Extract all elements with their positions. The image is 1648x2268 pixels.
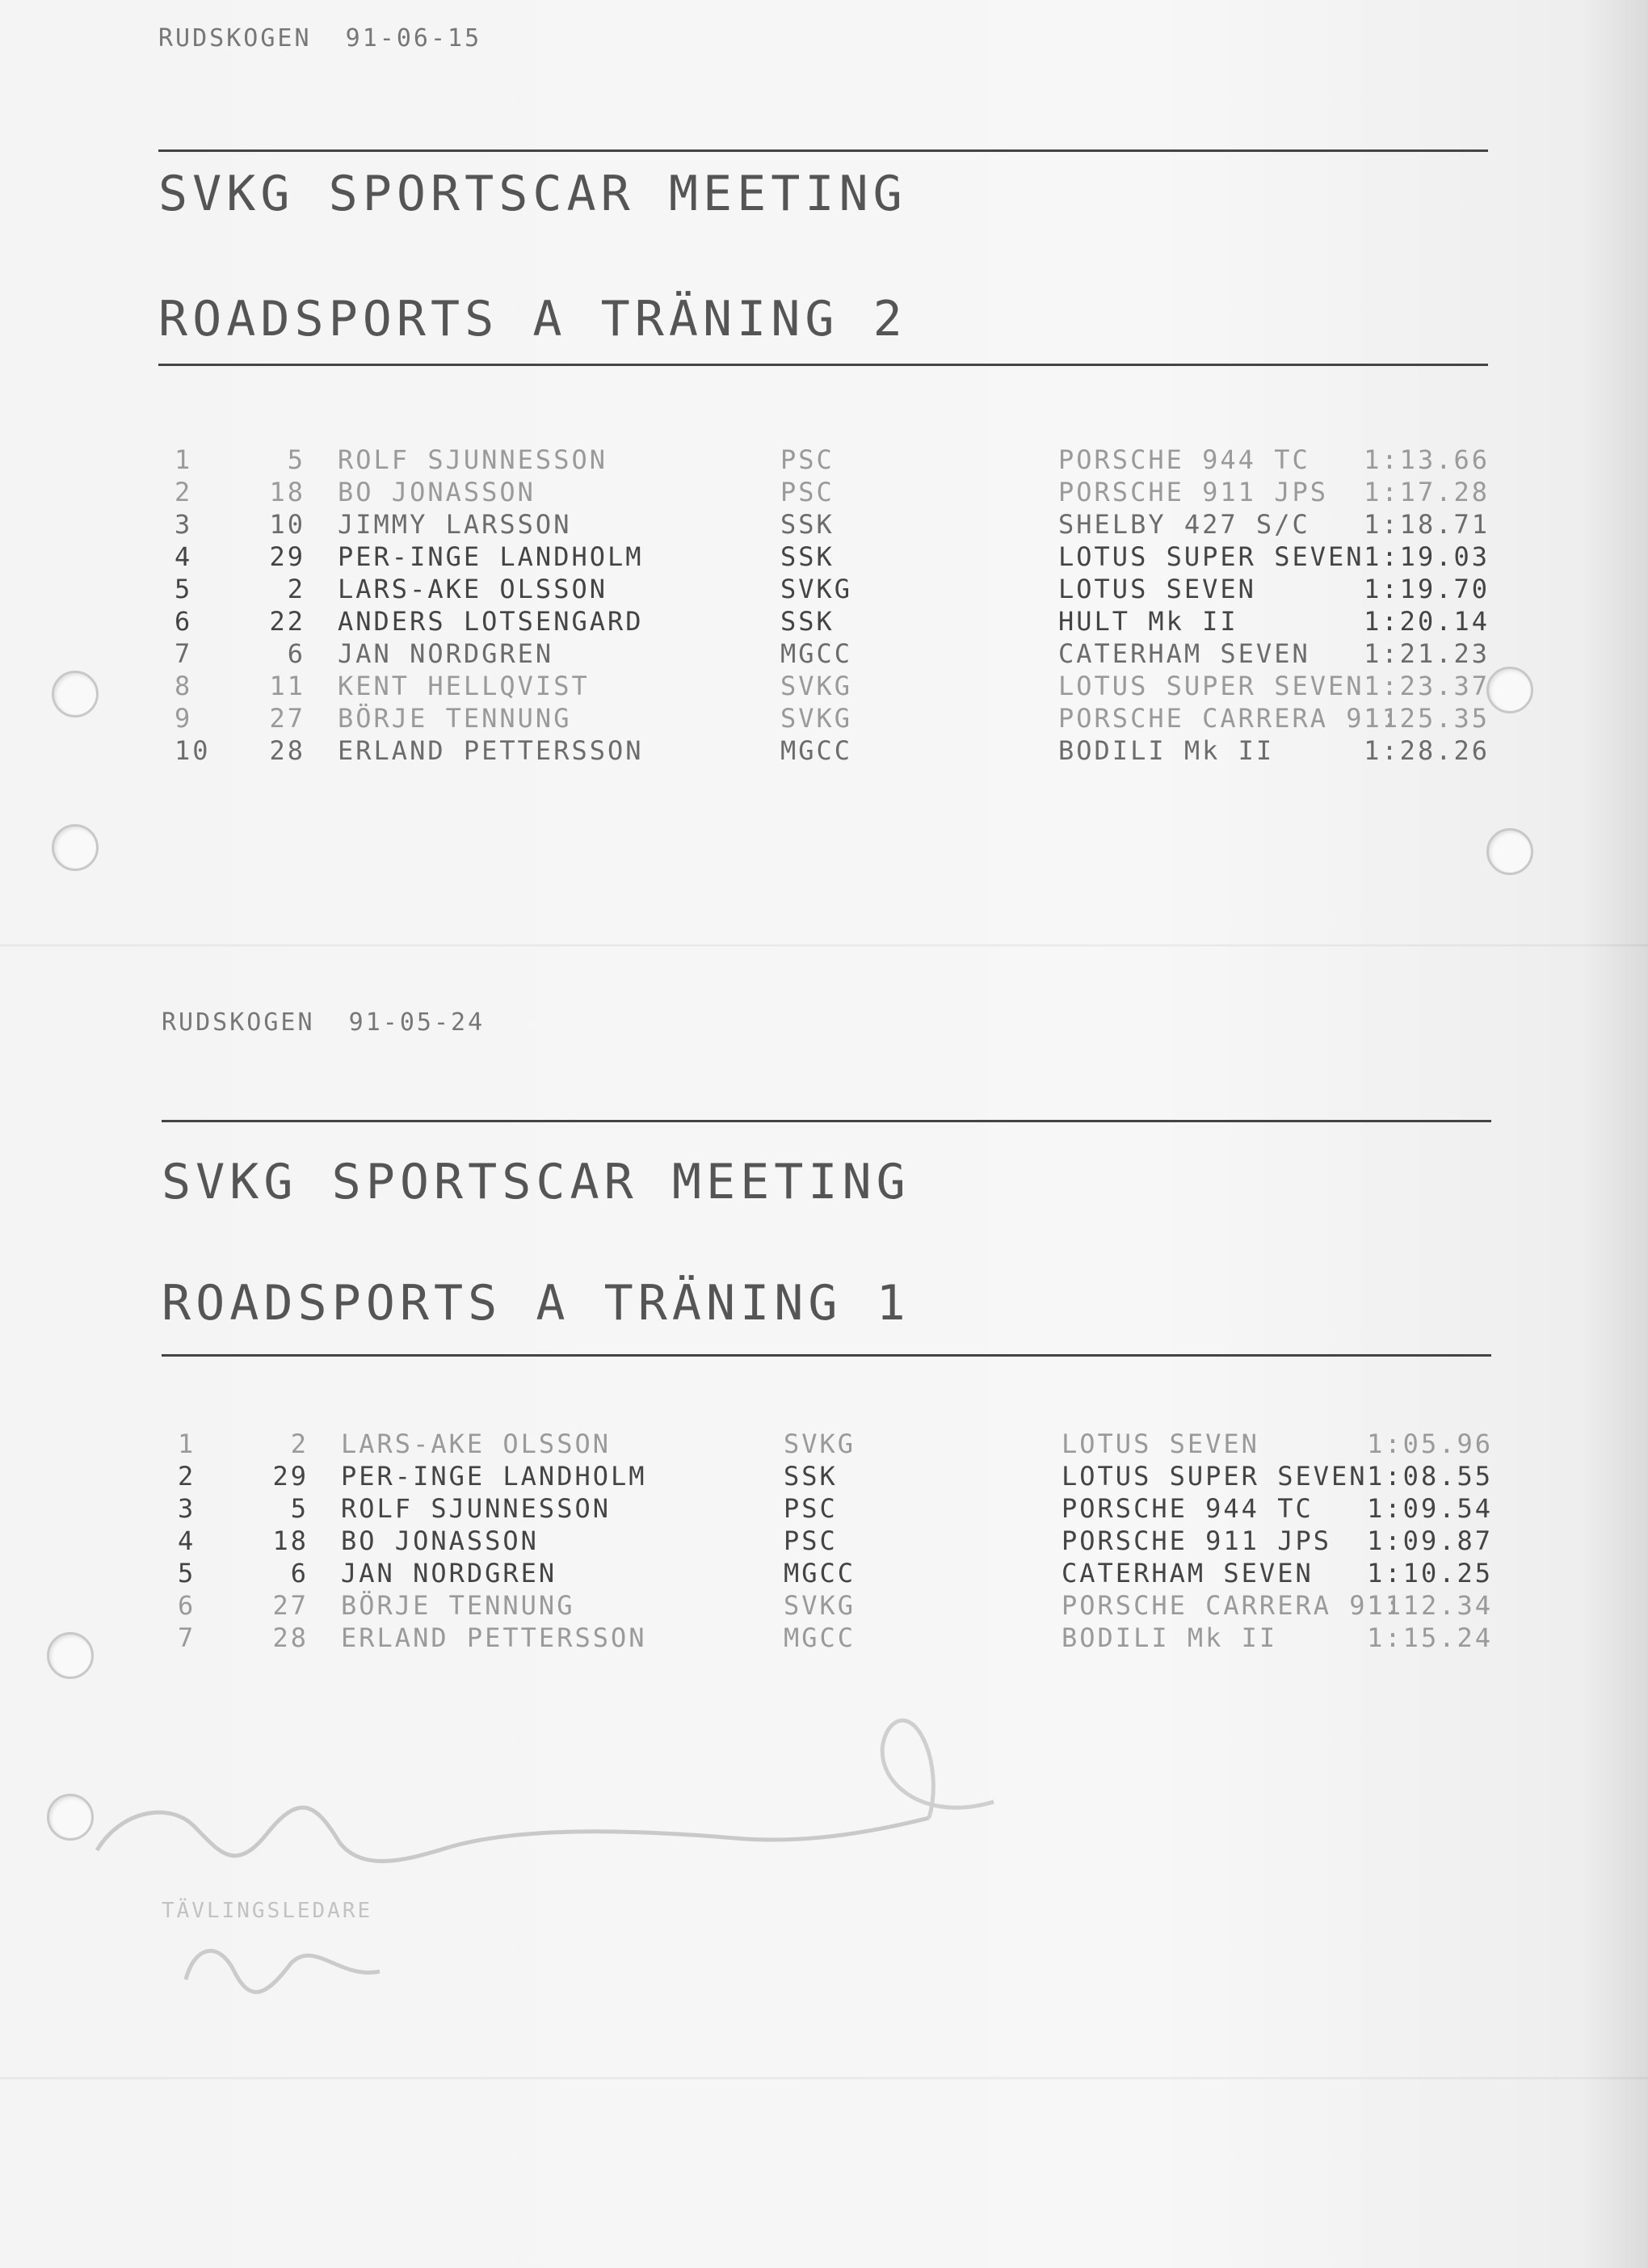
driver-name: BÖRJE TENNUNG [341, 1590, 575, 1621]
car-number: 29 [272, 1461, 309, 1492]
car-number: 18 [272, 1525, 309, 1556]
header-rule [158, 364, 1488, 366]
car-number: 22 [269, 606, 305, 637]
position: 5 [174, 574, 193, 604]
position: 4 [174, 541, 193, 572]
driver-name: JAN NORDGREN [338, 638, 554, 669]
table-row [162, 1493, 1503, 1525]
club: PSC [784, 1525, 838, 1556]
position: 7 [174, 638, 193, 669]
club: SSK [784, 1461, 838, 1492]
car-model: LOTUS SEVEN [1062, 1429, 1259, 1459]
car-model: LOTUS SUPER SEVEN [1058, 671, 1364, 701]
lap-time: 1:23.37 [1364, 671, 1490, 701]
club: MGCC [780, 735, 853, 766]
signature-area [73, 1664, 1284, 2004]
car-number: 27 [269, 703, 305, 734]
car-model: LOTUS SUPER SEVEN [1062, 1461, 1368, 1492]
table-row [162, 1558, 1503, 1590]
table-row [158, 509, 1499, 541]
driver-name: ERLAND PETTERSSON [341, 1622, 647, 1653]
driver-name: ROLF SJUNNESSON [341, 1493, 611, 1524]
driver-name: LARS-AKE OLSSON [338, 574, 607, 604]
club: MGCC [780, 638, 853, 669]
driver-name: JIMMY LARSSON [338, 509, 572, 540]
car-number: 11 [269, 671, 305, 701]
position: 4 [178, 1525, 196, 1556]
session-title: ROADSPORTS A TRÄNING 1 [162, 1275, 910, 1332]
lap-time: 1:09.54 [1367, 1493, 1493, 1524]
header-rule [158, 149, 1488, 152]
table-row [158, 671, 1499, 703]
car-number: 18 [269, 477, 305, 507]
signature-label: TÄVLINGSLEDARE [162, 1899, 373, 1923]
lap-time: 1:09.87 [1367, 1525, 1493, 1556]
car-model: PORSCHE 944 TC [1062, 1493, 1314, 1524]
car-model: BODILI Mk II [1062, 1622, 1278, 1653]
table-row [158, 638, 1499, 671]
header-rule [162, 1354, 1491, 1357]
driver-name: JAN NORDGREN [341, 1558, 557, 1588]
session-title: ROADSPORTS A TRÄNING 2 [158, 291, 907, 347]
driver-name: ROLF SJUNNESSON [338, 444, 607, 475]
club: PSC [780, 444, 835, 475]
position: 9 [174, 703, 193, 734]
car-model: LOTUS SUPER SEVEN [1058, 541, 1364, 572]
table-row [158, 735, 1499, 768]
table-row [158, 541, 1499, 574]
driver-name: ANDERS LOTSENGARD [338, 606, 644, 637]
table-row [162, 1590, 1503, 1622]
club: SVKG [780, 671, 853, 701]
lap-time: 1:10.25 [1367, 1558, 1493, 1588]
club: MGCC [784, 1558, 856, 1588]
car-number: 10 [269, 509, 305, 540]
car-model: SHELBY 427 S/C [1058, 509, 1310, 540]
driver-name: PER-INGE LANDHOLM [338, 541, 644, 572]
header-rule [162, 1120, 1491, 1122]
lap-time: 1:19.03 [1364, 541, 1490, 572]
results-table [158, 444, 1499, 768]
lap-time: 1:25.35 [1364, 703, 1490, 734]
car-model: PORSCHE 944 TC [1058, 444, 1310, 475]
car-number: 27 [272, 1590, 309, 1621]
club: SVKG [780, 703, 853, 734]
event-title: SVKG SPORTSCAR MEETING [158, 166, 907, 222]
club: SVKG [784, 1429, 856, 1459]
position: 3 [178, 1493, 196, 1524]
lap-time: 1:17.28 [1364, 477, 1490, 507]
car-number: 5 [287, 444, 305, 475]
car-number: 28 [269, 735, 305, 766]
table-row [162, 1429, 1503, 1461]
club: MGCC [784, 1622, 856, 1653]
driver-name: PER-INGE LANDHOLM [341, 1461, 647, 1492]
car-number: 2 [290, 1429, 309, 1459]
car-number: 5 [290, 1493, 309, 1524]
driver-name: ERLAND PETTERSSON [338, 735, 644, 766]
car-model: PORSCHE CARRERA 911 [1058, 703, 1401, 734]
lap-time: 1:20.14 [1364, 606, 1490, 637]
car-number: 2 [287, 574, 305, 604]
lap-time: 1:08.55 [1367, 1461, 1493, 1492]
results-table [162, 1429, 1503, 1655]
club: PSC [784, 1493, 838, 1524]
lap-time: 1:13.66 [1364, 444, 1490, 475]
position: 5 [178, 1558, 196, 1588]
car-model: PORSCHE 911 JPS [1062, 1525, 1331, 1556]
position: 1 [174, 444, 193, 475]
club: SVKG [780, 574, 853, 604]
punch-hole [1486, 828, 1533, 875]
table-row [162, 1525, 1503, 1558]
position: 3 [174, 509, 193, 540]
driver-name: BÖRJE TENNUNG [338, 703, 572, 734]
car-model: PORSCHE 911 JPS [1058, 477, 1328, 507]
punch-hole [52, 671, 99, 717]
position: 1 [178, 1429, 196, 1459]
position: 6 [178, 1590, 196, 1621]
club: SSK [780, 541, 835, 572]
lap-time: 1:15.24 [1367, 1622, 1493, 1653]
table-row [162, 1622, 1503, 1655]
car-model: CATERHAM SEVEN [1062, 1558, 1314, 1588]
position: 7 [178, 1622, 196, 1653]
position: 8 [174, 671, 193, 701]
table-row [158, 703, 1499, 735]
position: 6 [174, 606, 193, 637]
position: 10 [174, 735, 211, 766]
car-model: CATERHAM SEVEN [1058, 638, 1310, 669]
car-model: LOTUS SEVEN [1058, 574, 1256, 604]
car-number: 28 [272, 1622, 309, 1653]
venue-date: RUDSKOGEN 91-06-15 [158, 24, 482, 53]
lap-time: 1:12.34 [1367, 1590, 1493, 1621]
lap-time: 1:18.71 [1364, 509, 1490, 540]
driver-name: BO JONASSON [338, 477, 536, 507]
driver-name: BO JONASSON [341, 1525, 539, 1556]
handwritten-signatures [73, 1664, 1284, 2004]
punch-hole [52, 824, 99, 871]
car-number: 29 [269, 541, 305, 572]
position: 2 [174, 477, 193, 507]
lap-time: 1:19.70 [1364, 574, 1490, 604]
table-row [162, 1461, 1503, 1493]
car-model: HULT Mk II [1058, 606, 1238, 637]
table-row [158, 444, 1499, 477]
lap-time: 1:28.26 [1364, 735, 1490, 766]
position: 2 [178, 1461, 196, 1492]
club: SSK [780, 509, 835, 540]
club: SSK [780, 606, 835, 637]
venue-date: RUDSKOGEN 91-05-24 [162, 1008, 486, 1037]
table-row [158, 574, 1499, 606]
driver-name: LARS-AKE OLSSON [341, 1429, 611, 1459]
club: PSC [780, 477, 835, 507]
event-title: SVKG SPORTSCAR MEETING [162, 1154, 910, 1210]
table-row [158, 606, 1499, 638]
car-number: 6 [290, 1558, 309, 1588]
driver-name: KENT HELLQVIST [338, 671, 590, 701]
table-row [158, 477, 1499, 509]
lap-time: 1:05.96 [1367, 1429, 1493, 1459]
paper-fold [0, 2077, 1648, 2080]
car-model: PORSCHE CARRERA 911 [1062, 1590, 1404, 1621]
car-number: 6 [287, 638, 305, 669]
lap-time: 1:21.23 [1364, 638, 1490, 669]
car-model: BODILI Mk II [1058, 735, 1275, 766]
club: SVKG [784, 1590, 856, 1621]
